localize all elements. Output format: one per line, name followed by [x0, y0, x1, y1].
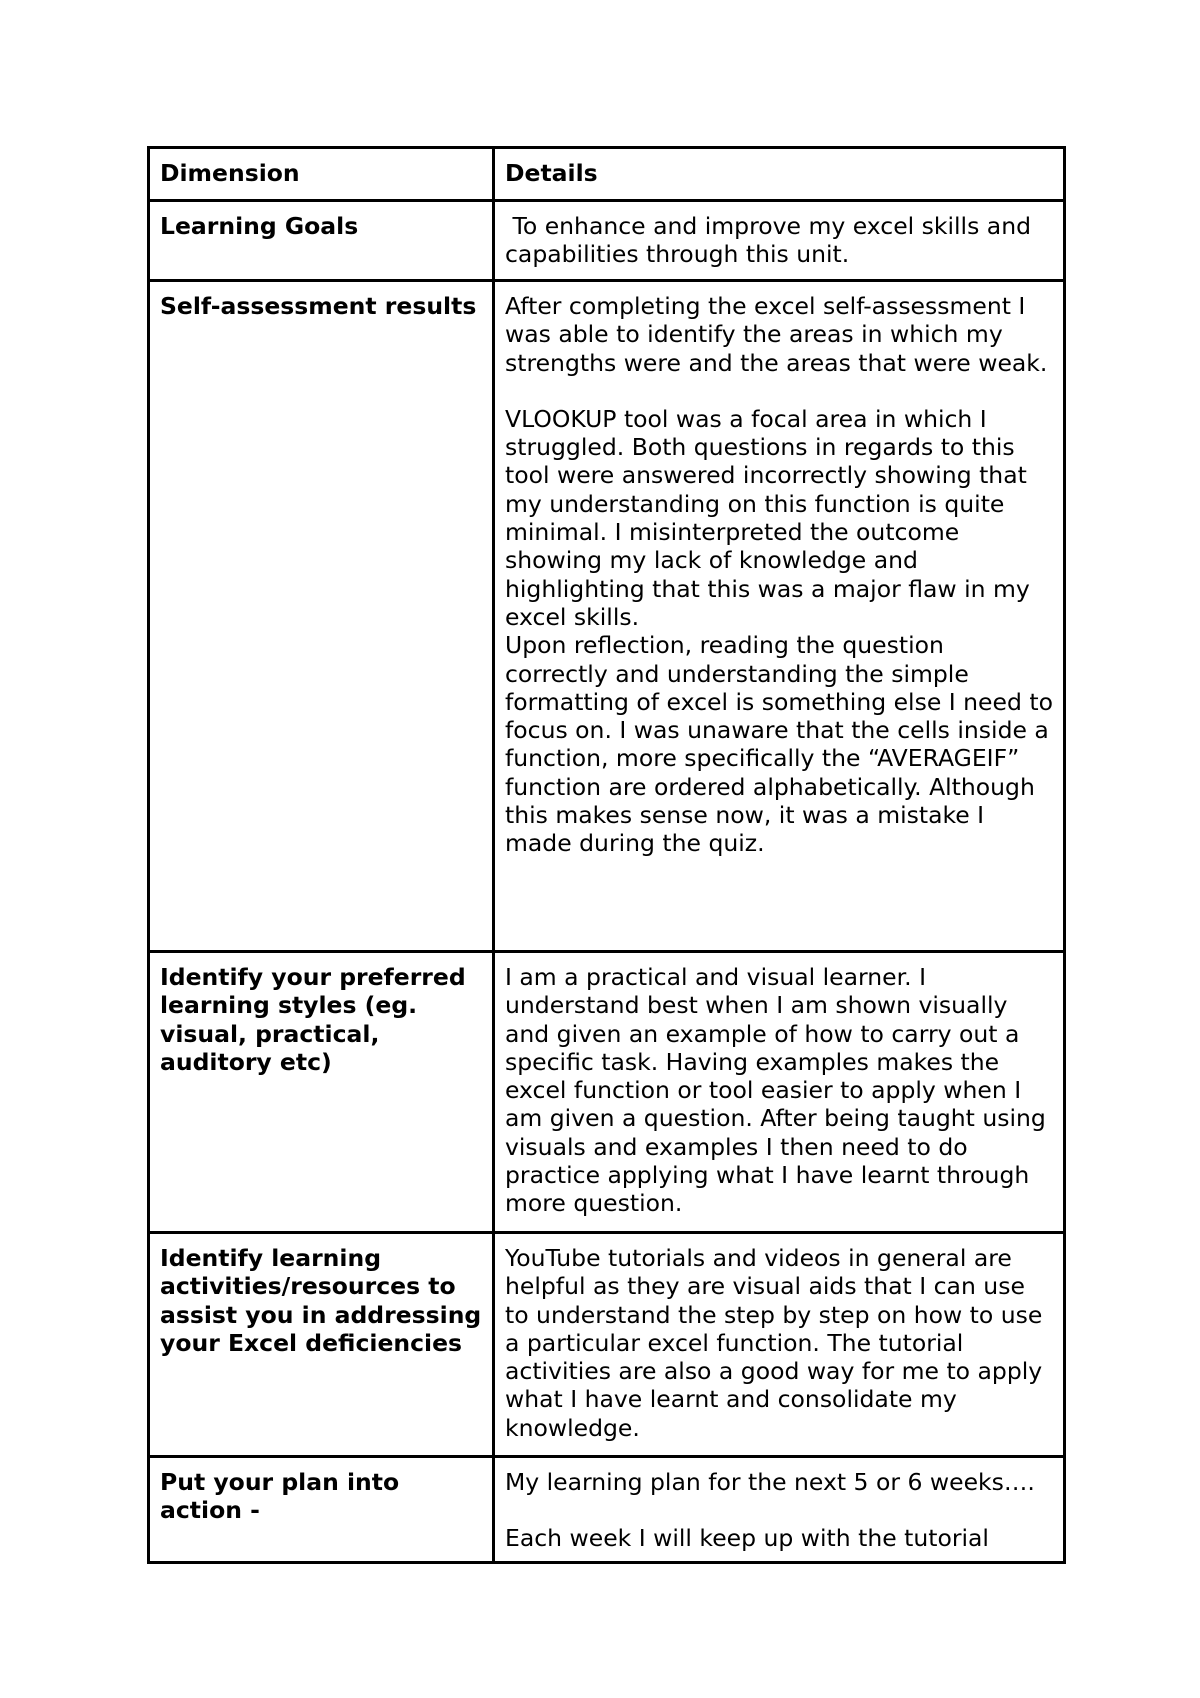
paragraph-gap	[505, 377, 1053, 405]
dimension-cell: Self-assessment results	[149, 281, 494, 952]
learning-plan-table	[147, 146, 1066, 1564]
details-paragraph: VLOOKUP tool was a focal area in which I struggled. Both questions in regards to this tool were answered incorrectly showing that my understanding on this function is quite minimal. I misinterpreted the outcome showing my lack of knowledge and highlighting that this was a major flaw in my excel skills.	[505, 404, 1038, 631]
details-paragraph: Each week I will keep up with the tutorial	[505, 1524, 989, 1553]
dimension-cell: Identify your preferred learning styles (eg. visual, practical, auditory etc)	[149, 952, 494, 1233]
dimension-cell: Learning Goals	[149, 201, 494, 281]
table-row-learning-goals	[149, 201, 1065, 281]
details-cell	[494, 281, 1065, 952]
details-paragraph: YouTube tutorials and videos in general are helpful as they are visual aids that I can use to understand the step by step on how to use a particular excel function. The tutorial activities are also a good way for me to apply what I have learnt and consolidate my knowledge.	[505, 1244, 1050, 1442]
details-cell	[494, 1233, 1065, 1457]
details-paragraph: Upon reflection, reading the question correctly and understanding the simple formatting of excel is something else I need to focus on. I was unaware that the cells inside a function, more specifically the “AVERAGEIF” function are ordered alphabetically. Although this makes sense now, it was a mistake I made during the quiz.	[505, 631, 1061, 858]
table-row-learning-styles	[149, 952, 1065, 1233]
details-cell	[494, 1457, 1065, 1563]
table-row-learning-resources	[149, 1233, 1065, 1457]
table-row-self-assessment	[149, 281, 1065, 952]
details-cell	[494, 201, 1065, 281]
header-dimension: Dimension	[149, 148, 494, 201]
header-details: Details	[494, 148, 1065, 201]
details-paragraph: My learning plan for the next 5 or 6 weeks….	[505, 1468, 1035, 1496]
paragraph-gap	[505, 1496, 1053, 1524]
dimension-cell: Put your plan into action -	[149, 1457, 494, 1563]
table-header-row	[149, 148, 1065, 201]
details-paragraph: To enhance and improve my excel skills and capabilities through this unit.	[505, 212, 1039, 269]
table-row-plan-action	[149, 1457, 1065, 1563]
details-cell	[494, 952, 1065, 1233]
details-paragraph: I am a practical and visual learner. I understand best when I am shown visually and given an example of how to carry out a specific task. Having examples makes the excel function or tool easier to apply when I am given a question. After being taught using visuals and examples I then need to do practice applying what I have learnt through more question.	[505, 963, 1054, 1218]
details-paragraph: After completing the excel self-assessment I was able to identify the areas in which my strengths were and the areas that were weak.	[505, 292, 1048, 377]
dimension-cell: Identify learning activities/resources to assist you in addressing your Excel deficiencies	[149, 1233, 494, 1457]
